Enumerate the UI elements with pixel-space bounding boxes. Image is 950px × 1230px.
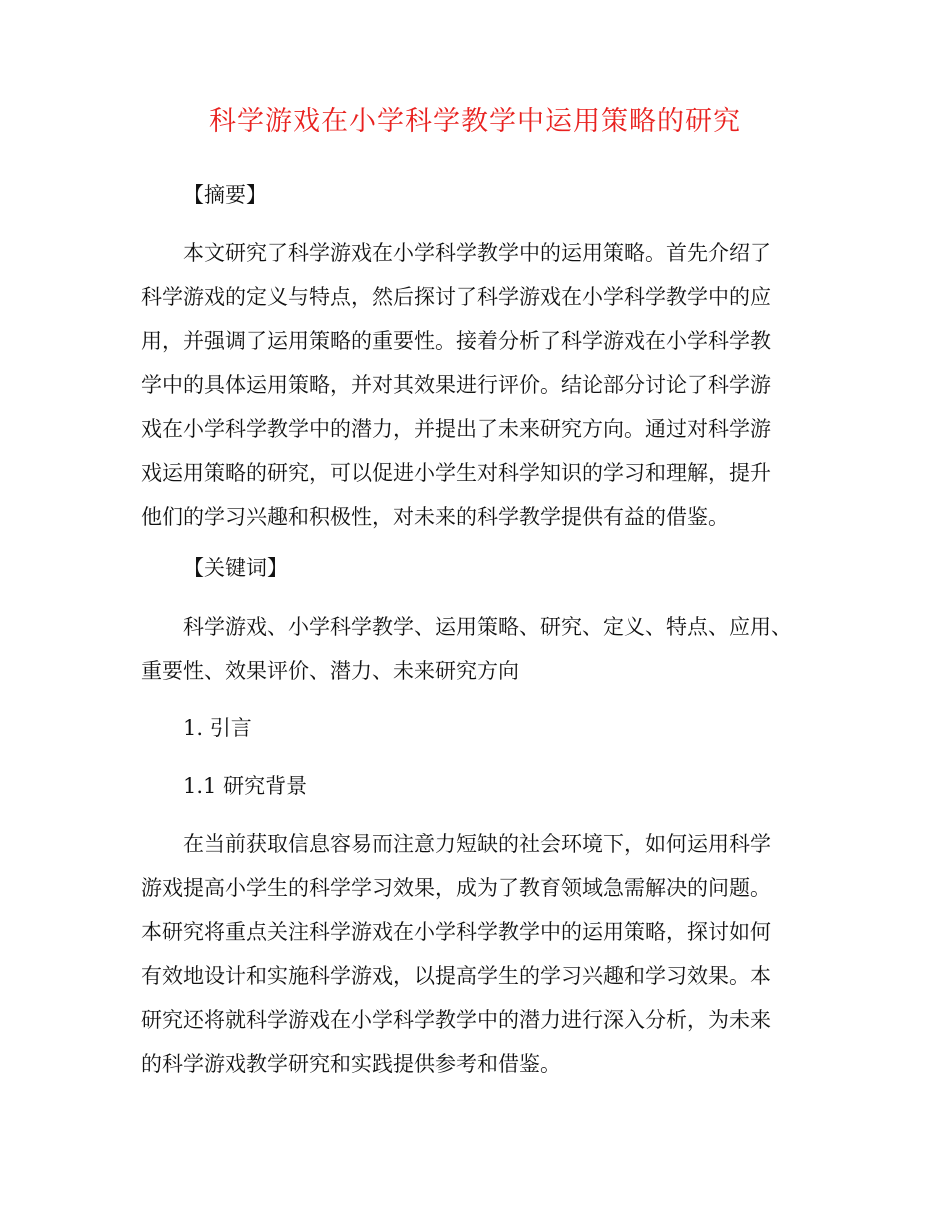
abstract-label: 【摘要】 — [183, 183, 267, 207]
background-line: 的科学游戏教学研究和实践提供参考和借鉴。 — [141, 1052, 561, 1076]
background-line: 在当前获取信息容易而注意力短缺的社会环境下，如何运用科学 — [183, 832, 771, 856]
keywords-paragraph — [141, 605, 831, 693]
abstract-line: 本文研究了科学游戏在小学科学教学中的运用策略。首先介绍了 — [183, 241, 771, 265]
background-line: 研究还将就科学游戏在小学科学教学中的潜力进行深入分析，为未来 — [141, 1008, 771, 1032]
keywords-label: 【关键词】 — [183, 556, 288, 580]
section-heading-introduction: 1. 引言 — [183, 716, 252, 740]
abstract-line: 用，并强调了运用策略的重要性。接着分析了科学游戏在小学科学教 — [141, 329, 771, 353]
keywords-line: 重要性、效果评价、潜力、未来研究方向 — [141, 659, 519, 683]
document-title: 科学游戏在小学科学教学中运用策略的研究 — [209, 106, 741, 137]
abstract-line: 戏在小学科学教学中的潜力，并提出了未来研究方向。通过对科学游 — [141, 417, 771, 441]
abstract-line: 学中的具体运用策略，并对其效果进行评价。结论部分讨论了科学游 — [141, 373, 771, 397]
background-line: 有效地设计和实施科学游戏，以提高学生的学习兴趣和学习效果。本 — [141, 964, 771, 988]
abstract-line: 科学游戏的定义与特点，然后探讨了科学游戏在小学科学教学中的应 — [141, 285, 771, 309]
keywords-line: 科学游戏、小学科学教学、运用策略、研究、定义、特点、应用、 — [183, 615, 792, 639]
background-line: 游戏提高小学生的科学学习效果，成为了教育领域急需解决的问题。 — [141, 876, 771, 900]
subsection-heading-background: 1.1 研究背景 — [183, 774, 308, 798]
abstract-paragraph — [141, 231, 831, 539]
background-paragraph — [141, 822, 831, 1086]
abstract-line: 戏运用策略的研究，可以促进小学生对科学知识的学习和理解，提升 — [141, 461, 771, 485]
background-line: 本研究将重点关注科学游戏在小学科学教学中的运用策略，探讨如何 — [141, 920, 771, 944]
abstract-line: 他们的学习兴趣和积极性，对未来的科学教学提供有益的借鉴。 — [141, 505, 729, 529]
